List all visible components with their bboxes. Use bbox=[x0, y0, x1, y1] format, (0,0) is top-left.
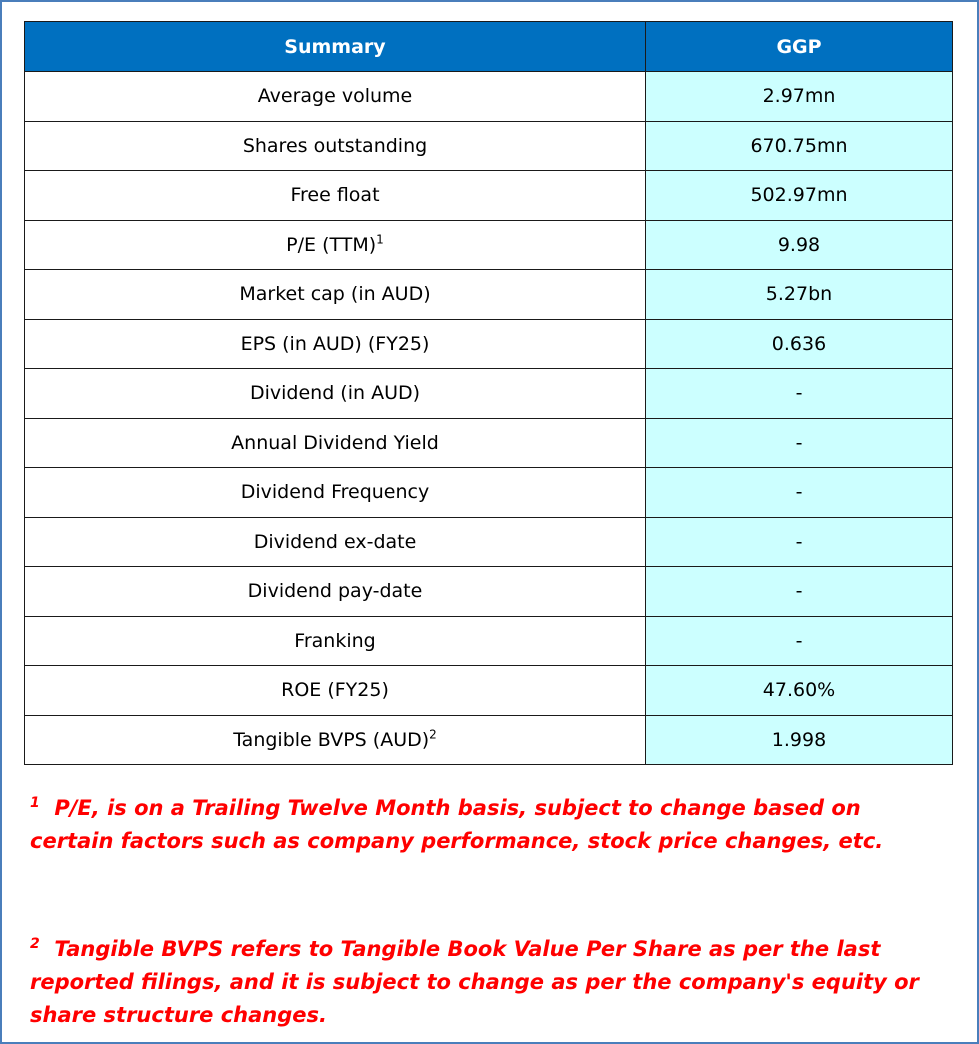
table-row bbox=[25, 171, 953, 221]
row-label bbox=[25, 517, 646, 567]
table-row bbox=[25, 220, 953, 270]
row-label-text: Franking bbox=[294, 629, 376, 652]
table-row bbox=[25, 616, 953, 666]
row-label bbox=[25, 418, 646, 468]
row-label bbox=[25, 72, 646, 122]
row-label bbox=[25, 616, 646, 666]
header-ticker: GGP bbox=[646, 22, 953, 72]
row-value: 5.27bn bbox=[646, 270, 953, 320]
footnote-1-text: P/E, is on a Trailing Twelve Month basis, subject to change based on certain factors such as company performance, stock price changes, etc. bbox=[30, 796, 884, 853]
table-row bbox=[25, 567, 953, 617]
row-label-text: Dividend (in AUD) bbox=[249, 382, 421, 405]
row-label-text: P/E (TTM) bbox=[286, 233, 377, 256]
row-value: 670.75mn bbox=[646, 121, 953, 171]
table-row bbox=[25, 468, 953, 518]
table-row bbox=[25, 715, 953, 765]
footnote-1 bbox=[30, 792, 950, 858]
footnote-2-text: Tangible BVPS refers to Tangible Book Value Per Share as per the last reported filings, and it is subject to change as per the company's equity or share structure changes. bbox=[30, 937, 919, 1027]
summary-table bbox=[24, 21, 953, 765]
row-label bbox=[25, 319, 646, 369]
header-summary: Summary bbox=[25, 22, 646, 72]
row-value: - bbox=[646, 369, 953, 419]
row-value: 502.97mn bbox=[646, 171, 953, 221]
table-row bbox=[25, 121, 953, 171]
row-label-text: Dividend ex-date bbox=[253, 530, 417, 553]
footnote-marker: 1 bbox=[376, 232, 384, 247]
footnote-marker: 2 bbox=[429, 727, 437, 742]
row-value: 9.98 bbox=[646, 220, 953, 270]
row-label bbox=[25, 468, 646, 518]
row-label-text: Tangible BVPS (AUD) bbox=[233, 728, 430, 751]
row-label-text: Dividend Frequency bbox=[240, 481, 430, 504]
row-label bbox=[25, 220, 646, 270]
table-row bbox=[25, 270, 953, 320]
row-label-text: ROE (FY25) bbox=[281, 679, 389, 702]
row-label bbox=[25, 369, 646, 419]
footnote-1-marker: 1 bbox=[30, 795, 40, 811]
row-label bbox=[25, 171, 646, 221]
footnote-2 bbox=[30, 933, 950, 1032]
row-value: - bbox=[646, 468, 953, 518]
row-label-text: Free float bbox=[290, 184, 380, 207]
row-value: - bbox=[646, 418, 953, 468]
row-label bbox=[25, 270, 646, 320]
table-row bbox=[25, 72, 953, 122]
table-body bbox=[25, 72, 953, 765]
row-value: 47.60% bbox=[646, 666, 953, 716]
row-label-text: Average volume bbox=[257, 85, 413, 108]
row-value: - bbox=[646, 567, 953, 617]
row-label bbox=[25, 715, 646, 765]
row-value: 2.97mn bbox=[646, 72, 953, 122]
row-label bbox=[25, 567, 646, 617]
row-value: - bbox=[646, 616, 953, 666]
table-row bbox=[25, 319, 953, 369]
footnote-2-marker: 2 bbox=[30, 936, 40, 952]
row-label-text: Dividend pay-date bbox=[247, 580, 423, 603]
table-row bbox=[25, 517, 953, 567]
row-label-text: Market cap (in AUD) bbox=[239, 283, 431, 306]
table-row bbox=[25, 418, 953, 468]
row-label bbox=[25, 121, 646, 171]
table-header-row bbox=[25, 22, 953, 72]
row-label-text: Annual Dividend Yield bbox=[231, 431, 439, 454]
row-value: 0.636 bbox=[646, 319, 953, 369]
row-label-text: EPS (in AUD) (FY25) bbox=[240, 332, 430, 355]
row-value: - bbox=[646, 517, 953, 567]
table-row bbox=[25, 666, 953, 716]
row-label-text: Shares outstanding bbox=[242, 134, 428, 157]
table-row bbox=[25, 369, 953, 419]
row-value: 1.998 bbox=[646, 715, 953, 765]
row-label bbox=[25, 666, 646, 716]
